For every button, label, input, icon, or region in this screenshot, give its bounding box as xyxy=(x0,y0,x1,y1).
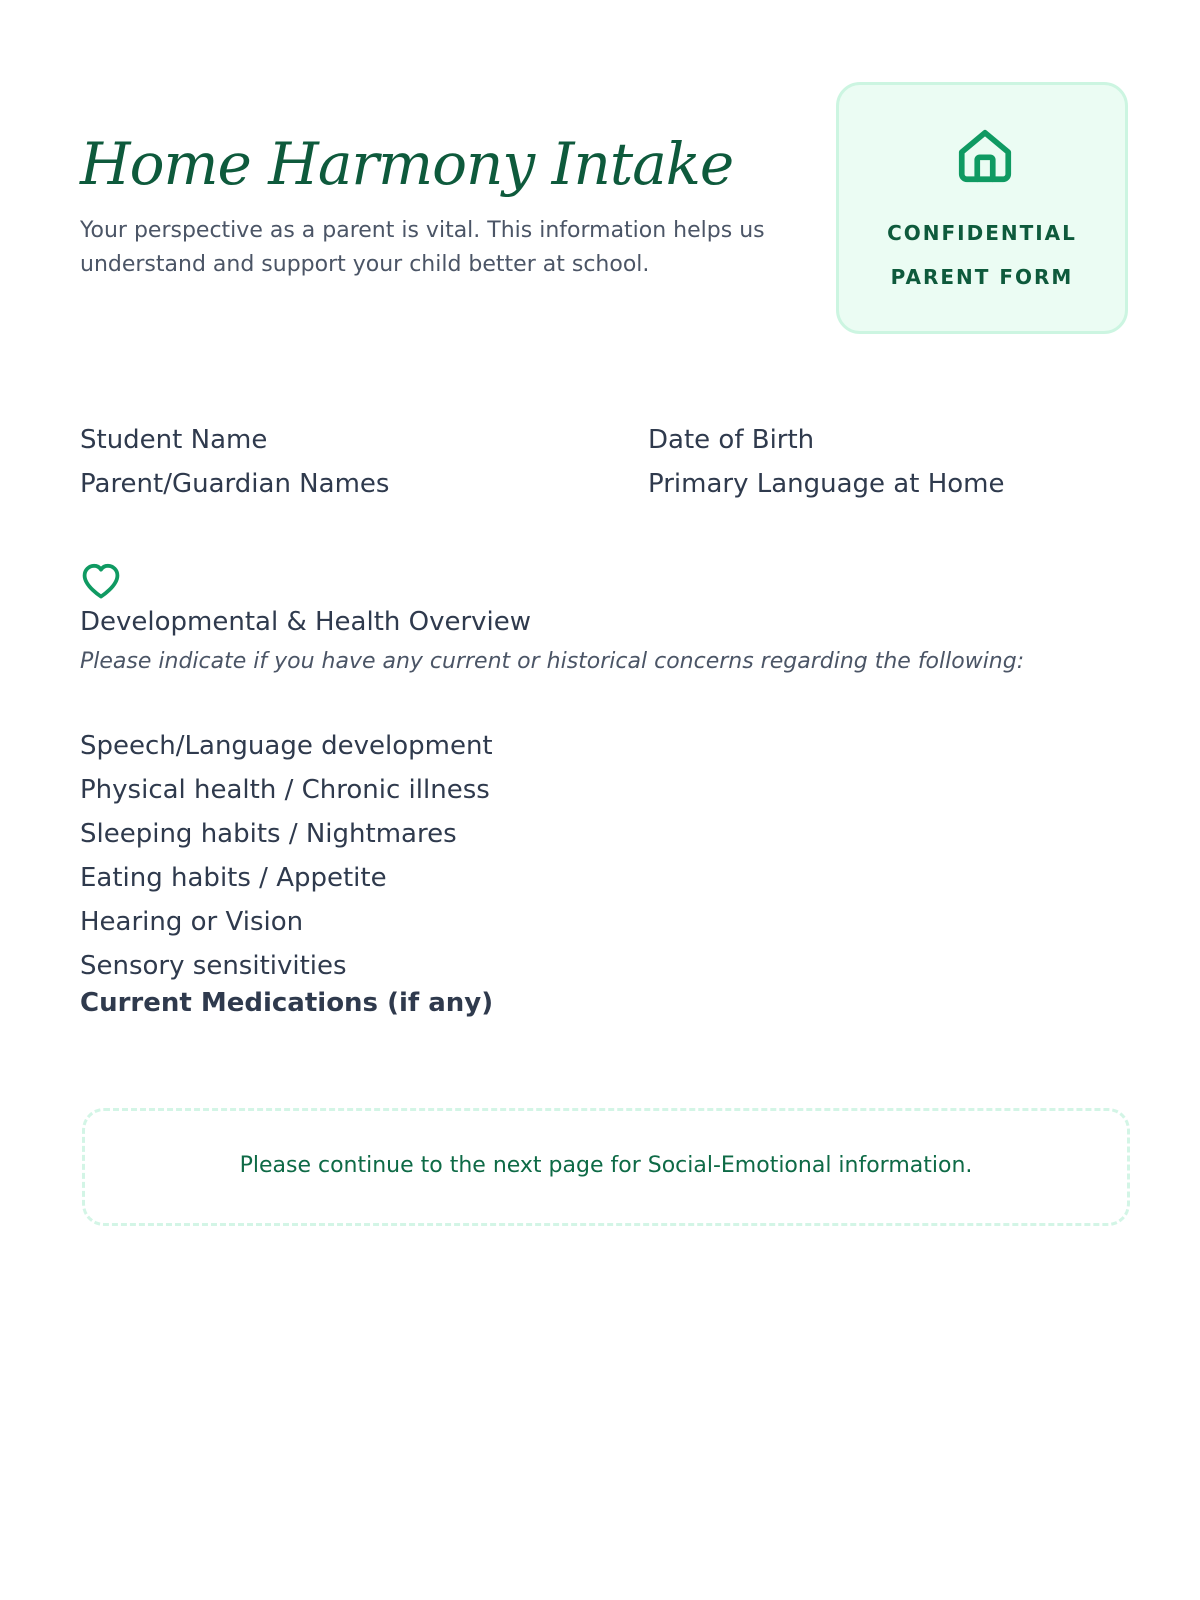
concern-physical-health[interactable]: Physical health / Chronic illness xyxy=(80,775,490,805)
continue-note-box xyxy=(82,1108,1130,1226)
confidential-badge xyxy=(836,82,1128,334)
concern-sleeping-habits[interactable]: Sleeping habits / Nightmares xyxy=(80,819,457,849)
concern-eating-habits[interactable]: Eating habits / Appetite xyxy=(80,863,387,893)
badge-line-parent-form: PARENT FORM xyxy=(890,265,1074,289)
student-name-field[interactable]: Student Name xyxy=(80,425,268,455)
health-section-title: Developmental & Health Overview xyxy=(80,607,532,637)
page-title: Home Harmony Intake xyxy=(80,130,734,198)
house-icon xyxy=(954,125,1016,187)
badge-line-confidential: CONFIDENTIAL xyxy=(887,221,1077,245)
page-subtitle: Your perspective as a parent is vital. This information helps us understand and support your child better at school. xyxy=(80,218,765,277)
concern-hearing-vision[interactable]: Hearing or Vision xyxy=(80,907,304,937)
concern-speech-language[interactable]: Speech/Language development xyxy=(80,731,493,761)
current-medications-field[interactable]: Current Medications (if any) xyxy=(80,988,494,1018)
concerns-list xyxy=(80,724,493,988)
parent-guardian-names-field[interactable]: Parent/Guardian Names xyxy=(80,469,390,499)
concern-sensory-sensitivities[interactable]: Sensory sensitivities xyxy=(80,951,347,981)
heart-icon xyxy=(80,562,122,600)
date-of-birth-field[interactable]: Date of Birth xyxy=(648,425,815,455)
primary-language-field[interactable]: Primary Language at Home xyxy=(648,469,1005,499)
health-section-instruction: Please indicate if you have any current or historical concerns regarding the following: xyxy=(80,649,1025,674)
continue-note: Please continue to the next page for Social-Emotional information. xyxy=(239,1153,973,1178)
